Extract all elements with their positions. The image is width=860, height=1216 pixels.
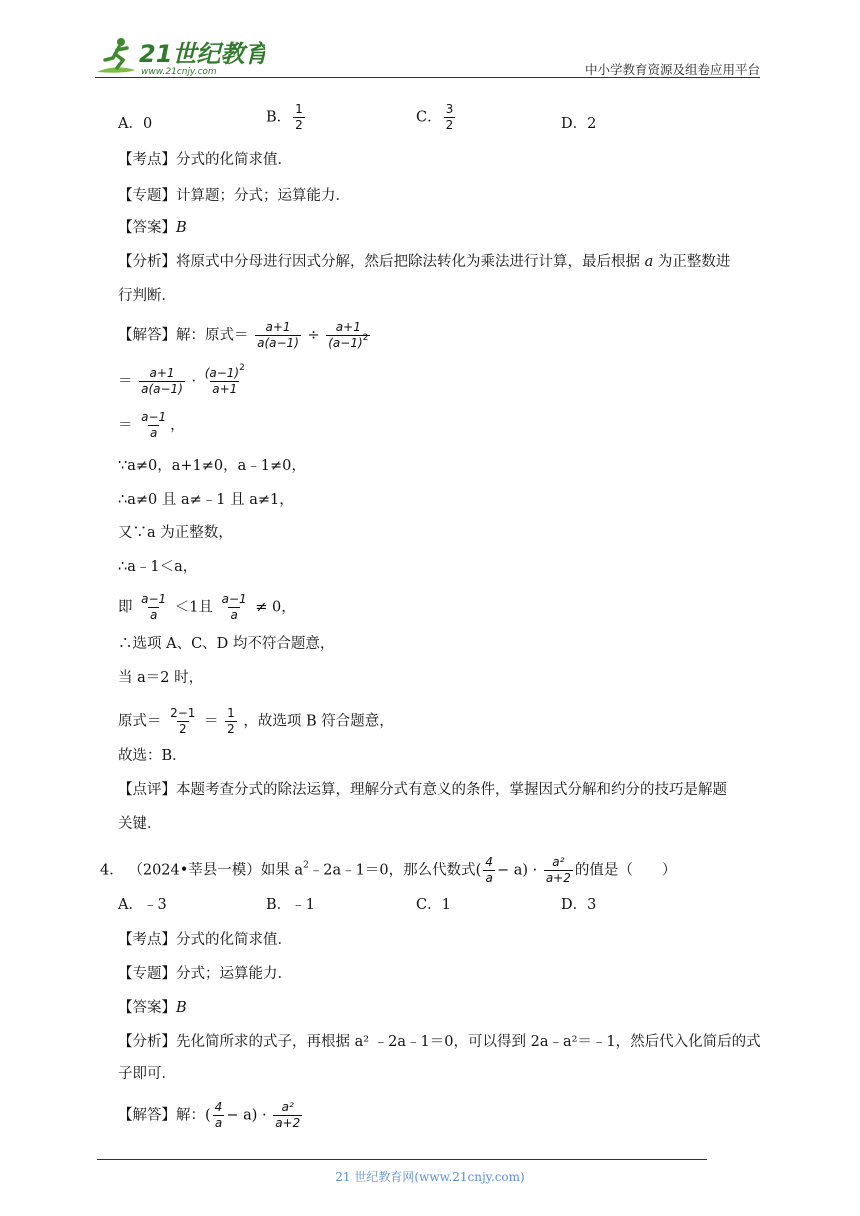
- q3-solution-line2: ＝ $\frac{a+1}{a(a-1)}$ · $\frac{(a-1)^2}{a+1}$: [118, 363, 245, 396]
- q3-therefore-1: ∴a≠0 且 a≠﹣1 且 a≠1，: [118, 492, 294, 508]
- q3-options-conclusion: ∴选项 A、C、D 均不符合题意，: [118, 636, 335, 652]
- site-logo: [95, 34, 265, 80]
- q3-when: 当 a＝2 时，: [118, 670, 204, 686]
- q3-comment-line1: 【点评】本题考查分式的除法运算，理解分式有意义的条件，掌握因式分解和约分的技巧是解题: [118, 782, 727, 798]
- q4-option-d: D．3: [561, 897, 597, 913]
- running-man-logo-icon: [95, 34, 265, 80]
- header-divider: [95, 77, 760, 78]
- q4-kaodian: 【考点】分式的化简求值．: [118, 932, 292, 948]
- q4-option-a: A．﹣3: [118, 897, 167, 913]
- q4-analysis-line1: 【分析】先化简所求的式子，再根据 a² ﹣2a﹣1＝0，可以得到 2a﹣a²＝﹣1，然后代入化简后的式: [118, 1034, 761, 1050]
- q3-analysis-line1: 【分析】将原式中分母进行因式分解，然后把除法转化为乘法进行计算，最后根据 a 为正整数进: [118, 254, 731, 270]
- q4-analysis-line2: 子即可．: [118, 1066, 176, 1082]
- platform-title: 中小学教育资源及组卷应用平台: [584, 62, 760, 77]
- q4-option-b: B．﹣1: [266, 897, 315, 913]
- q3-because: ∵a≠0，a+1≠0，a﹣1≠0，: [118, 458, 306, 474]
- q3-therefore-2: ∴a﹣1＜a，: [118, 559, 198, 575]
- q3-ji-line: 即 $\frac{a-1}{a}$ ＜1且 $\frac{a-1}{a}$ ≠ 0，: [118, 592, 296, 622]
- svg-text:www.21cnjy.com: www.21cnjy.com: [141, 67, 217, 77]
- q3-options: [118, 102, 718, 142]
- q4-solution: 【解答】解：( $\frac{4}{a}$ − a) · $\frac{\text{a²}}{a+2}$: [118, 1100, 301, 1130]
- svg-text:21世纪教育: 21世纪教育: [139, 40, 265, 68]
- q4-option-c: C．1: [416, 897, 451, 913]
- q4-options: [118, 895, 718, 917]
- q3-choose: 故选：B．: [118, 748, 187, 764]
- q4-stem: 4． （2024•莘县一模）如果 $a^2﹣2a﹣1=0$，那么代数式( $\frac{4}{a}$ − a) · $\frac{\text{a²}}{a+2}$ 的值是（ ）: [100, 855, 677, 885]
- q4-zhuanti: 【专题】分式；运算能力．: [118, 966, 292, 982]
- q3-solution-line1: 【解答】解：原式＝ $\frac{a+1}{a(a-1)}$ ÷ $\frac{a+1}{(a-1)^2}$: [118, 320, 369, 350]
- q3-option-c: C． $\frac{3}{2}$: [416, 102, 454, 132]
- q3-answer: 【答案】B: [118, 220, 187, 236]
- q3-option-a: A．0: [118, 116, 153, 132]
- q3-also: 又∵a 为正整数，: [118, 525, 233, 541]
- q3-analysis-line2: 行判断．: [118, 288, 176, 304]
- q4-answer: 【答案】B: [118, 1000, 187, 1016]
- q3-kaodian: 【考点】分式的化简求值．: [118, 152, 292, 168]
- q3-option-d: D．2: [561, 116, 597, 132]
- q3-original-eval: 原式＝ $\frac{2-1}{2}$ ＝ $\frac{1}{2}$ ，故选项 B 符合题意，: [118, 706, 394, 736]
- q3-comment-line2: 关键．: [118, 816, 162, 832]
- footer-divider: [97, 1159, 707, 1160]
- q3-solution-line3: ＝ $\frac{a-1}{a}$ ，: [118, 410, 185, 440]
- q3-zhuanti: 【专题】计算题；分式；运算能力．: [118, 188, 350, 204]
- footer-site-link[interactable]: 21 世纪教育网(www.21cnjy.com): [335, 1170, 525, 1184]
- q3-option-b: B． $\frac{1}{2}$: [266, 102, 303, 132]
